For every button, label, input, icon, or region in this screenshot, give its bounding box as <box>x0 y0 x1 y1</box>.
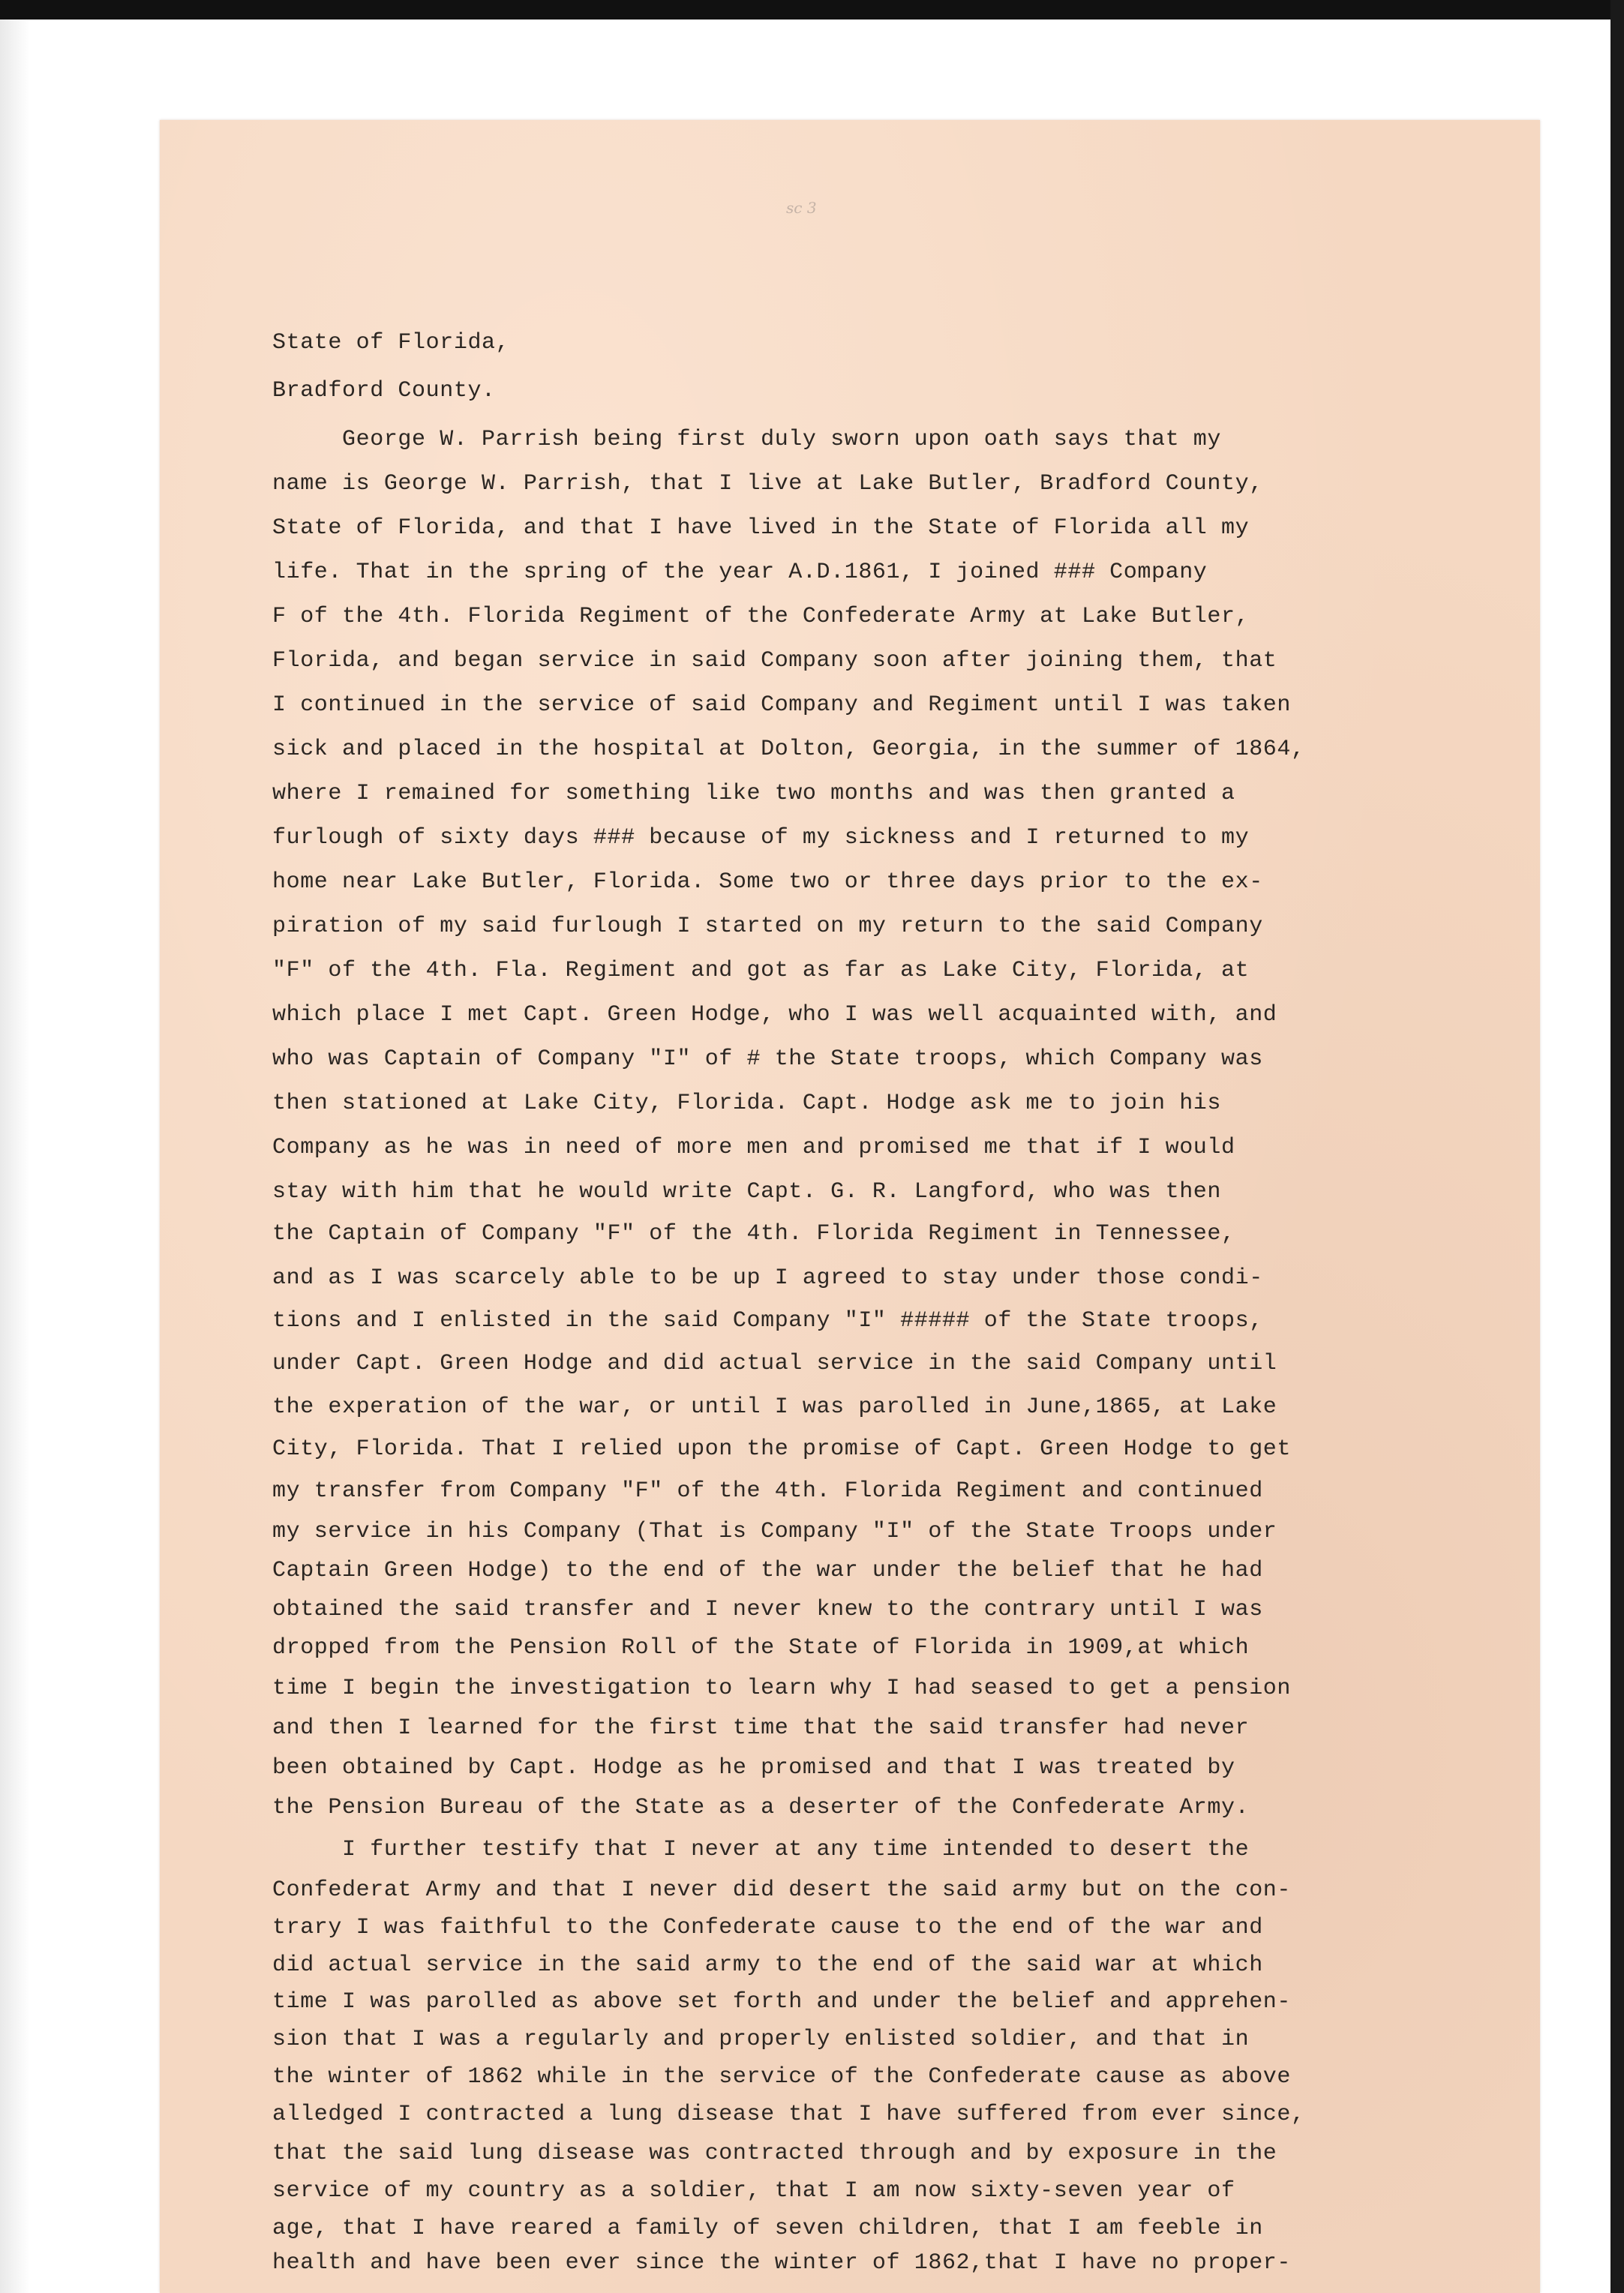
text-line: sion that I was a regularly and properly enlisted soldier, and that in <box>272 2027 1250 2052</box>
text-line: piration of my said furlough I started on my return to the said Company <box>272 914 1263 939</box>
text-line: service of my country as a soldier, that I am now sixty-seven year of <box>272 2178 1235 2204</box>
scan-left-shadow <box>0 20 30 2293</box>
text-line: F of the 4th. Florida Regiment of the Confederate Army at Lake Butler, <box>272 604 1250 629</box>
text-line: furlough of sixty days ### because of my sickness and I returned to my <box>272 825 1250 851</box>
text-line: I further testify that I never at any time intended to desert the <box>272 1837 1250 1862</box>
text-line: the Pension Bureau of the State as a deserter of the Confederate Army. <box>272 1795 1250 1820</box>
text-line: and as I was scarcely able to be up I agreed to stay under those condi- <box>272 1265 1263 1291</box>
text-line: tions and I enlisted in the said Company "I" ##### of the State troops, <box>272 1308 1263 1334</box>
text-line: been obtained by Capt. Hodge as he promised and that I was treated by <box>272 1755 1235 1781</box>
text-line: my transfer from Company "F" of the 4th. Florida Regiment and continued <box>272 1478 1263 1504</box>
text-line: home near Lake Butler, Florida. Some two or three days prior to the ex- <box>272 869 1263 895</box>
text-line: life. That in the spring of the year A.D.1861, I joined ### Company <box>272 560 1208 585</box>
text-line: the Captain of Company "F" of the 4th. Florida Regiment in Tennessee, <box>272 1221 1235 1247</box>
text-line: obtained the said transfer and I never knew to the contrary until I was <box>272 1597 1263 1622</box>
document-page <box>160 120 1540 2293</box>
text-line: Florida, and began service in said Company soon after joining them, that <box>272 648 1277 674</box>
scan-top-border <box>0 0 1624 20</box>
text-line: alledged I contracted a lung disease that I have suffered from ever since, <box>272 2102 1305 2127</box>
text-line: "F" of the 4th. Fla. Regiment and got as far as Lake City, Florida, at <box>272 958 1250 983</box>
text-line: dropped from the Pension Roll of the State of Florida in 1909,at which <box>272 1635 1250 1661</box>
scan-right-border <box>1610 0 1624 2293</box>
text-line: trary I was faithful to the Confederate cause to the end of the war and <box>272 1915 1263 1940</box>
text-line: City, Florida. That I relied upon the promise of Capt. Green Hodge to get <box>272 1436 1292 1462</box>
text-line: time I begin the investigation to learn why I had seased to get a pension <box>272 1676 1292 1701</box>
pencil-mark: sc 3 <box>786 199 817 217</box>
text-line: time I was parolled as above set forth and under the belief and apprehen- <box>272 1989 1292 2015</box>
text-line: the experation of the war, or until I was parolled in June,1865, at Lake <box>272 1394 1277 1420</box>
text-line: that the said lung disease was contracted through and by exposure in the <box>272 2141 1277 2166</box>
text-line: name is George W. Parrish, that I live at Lake Butler, Bradford County, <box>272 471 1263 497</box>
text-line: and then I learned for the first time that the said transfer had never <box>272 1715 1250 1741</box>
text-line: State of Florida, <box>272 330 510 356</box>
text-line: who was Captain of Company "I" of # the State troops, which Company was <box>272 1046 1263 1072</box>
text-line: Confederat Army and that I never did desert the said army but on the con- <box>272 1877 1292 1903</box>
text-line: my service in his Company (That is Company "I" of the State Troops under <box>272 1519 1277 1544</box>
text-line: I continued in the service of said Company and Regiment until I was taken <box>272 692 1292 718</box>
text-line: Captain Green Hodge) to the end of the war under the belief that he had <box>272 1558 1263 1583</box>
text-line: where I remained for something like two months and was then granted a <box>272 781 1235 806</box>
text-line: sick and placed in the hospital at Dolton, Georgia, in the summer of 1864, <box>272 737 1305 762</box>
text-line: then stationed at Lake City, Florida. Capt. Hodge ask me to join his <box>272 1091 1221 1116</box>
text-line: George W. Parrish being first duly sworn upon oath says that my <box>272 427 1221 452</box>
text-line: did actual service in the said army to the end of the said war at which <box>272 1952 1263 1978</box>
text-line: under Capt. Green Hodge and did actual service in the said Company until <box>272 1351 1277 1376</box>
text-line: which place I met Capt. Green Hodge, who I was well acquainted with, and <box>272 1002 1277 1028</box>
text-line: Company as he was in need of more men and promised me that if I would <box>272 1135 1235 1160</box>
text-line: stay with him that he would write Capt. G. R. Langford, who was then <box>272 1179 1221 1205</box>
text-line: age, that I have reared a family of seven children, that I am feeble in <box>272 2216 1263 2241</box>
text-line: the winter of 1862 while in the service of the Confederate cause as above <box>272 2064 1292 2090</box>
text-line: health and have been ever since the winter of 1862,that I have no proper- <box>272 2250 1292 2276</box>
text-line: State of Florida, and that I have lived in the State of Florida all my <box>272 515 1250 541</box>
text-line: Bradford County. <box>272 378 496 404</box>
